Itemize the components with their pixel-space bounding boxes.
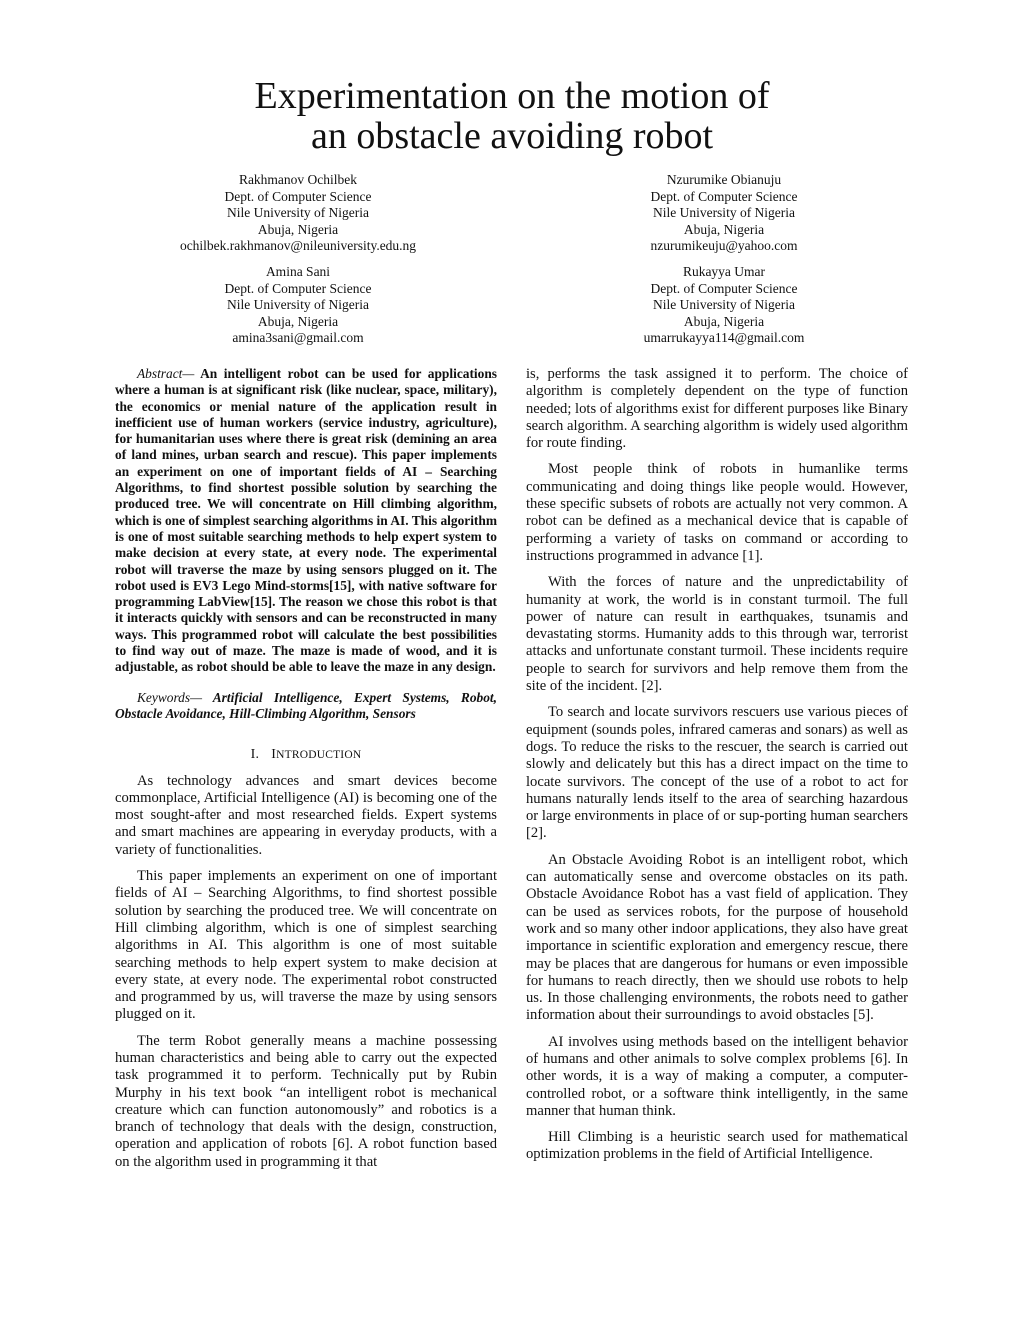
author-name: Rukayya Umar bbox=[682, 264, 766, 279]
keywords-text: Artificial Intelligence, Expert Systems, Robot, Obstacle Avoidance, Hill-Climbing Algorithm, Sensors bbox=[115, 689, 497, 721]
author-name: Nzurumike Obianuju bbox=[666, 172, 782, 187]
title-line-2: an obstacle avoiding robot bbox=[310, 115, 714, 157]
abstract-label: Abstract— bbox=[137, 366, 195, 381]
right-column bbox=[526, 366, 908, 1173]
author-city: Abuja, Nigeria bbox=[683, 313, 765, 329]
author-block-4 bbox=[574, 264, 874, 347]
author-block-3 bbox=[148, 264, 448, 347]
section-number: I. bbox=[250, 747, 260, 763]
body-paragraph-continued: is, performs the task assigned it to perform. The choice of algorithm is completely dependent on the type of function needed; lots of algorithms exist for different purposes like Binary search algorithm. A searching algorithm is widely used algorithm for route finding. bbox=[526, 366, 908, 452]
author-email: ochilbek.rakhmanov@nileuniversity.edu.ng bbox=[179, 238, 417, 253]
section-heading-introduction bbox=[115, 746, 497, 764]
author-dept: Dept. of Computer Science bbox=[224, 188, 372, 204]
author-city: Abuja, Nigeria bbox=[683, 221, 765, 237]
author-email: nzurumikeuju@yahoo.com bbox=[650, 238, 798, 253]
author-univ: Nile University of Nigeria bbox=[226, 297, 370, 312]
left-column bbox=[115, 366, 497, 1180]
title-line-1: Experimentation on the motion of bbox=[254, 75, 770, 117]
abstract-text: An intelligent robot can be used for applications where a human is at significant risk (like nuclear, space, military), the economics or menial nature of the application result in inefficient use of human workers (service industry, agriculture), for humanitarian uses where there is great risk (demining an area of land mines, urban search and rescue). This paper implements an experiment on one of important fields of AI – Searching Algorithms, to find shortest possible solution by searching the produced tree. We will concentrate on Hill climbing algorithm, which is one of simplest searching algorithms in AI. This algorithm is one of most suitable searching methods to help expert system to make decision at every state, at every node. The experimental robot will traverse the maze by using sensors plugged on it. The robot used is EV3 Lego Mind-storms[15], with native software for programming LabView[15]. The reason we chose this robot is that it interacts quickly with sensors and can be reconstructed in many ways. This programmed robot will calculate the best possibilities to find way out of maze. The maze is made of wood, and it is adjustable, as robot should be able to leave the maze in any design. bbox=[115, 366, 497, 675]
body-paragraph: This paper implements an experiment on one of important fields of AI – Searching Algorithms, to find shortest possible solution by searching the produced tree. We will concentrate on Hill climbing algorithm, which is one of simplest searching algorithms in AI. This algorithm is one of most suitable searching methods to help expert system to make decision at every state, at every node. The experimental robot constructed and programmed by us, will traverse the maze by using sensors plugged on it. bbox=[115, 868, 497, 1023]
body-paragraph: An Obstacle Avoiding Robot is an intelligent robot, which can automatically sense and overcome obstacles on its path. Obstacle Avoidance Robot has a vast field of application. They can be used as services robots, for the purpose of household work and so many other indoor applications, they also have great importance in scientific exploration and emergency rescue, there may be places that are dangerous for humans or even impossible for humans to reach directly, then we should use robots to help us. In those challenging environments, the robots need to gather information about their surroundings to avoid obstacles [5]. bbox=[526, 851, 908, 1024]
author-univ: Nile University of Nigeria bbox=[652, 297, 796, 312]
author-block-2 bbox=[574, 172, 874, 255]
author-dept: Dept. of Computer Science bbox=[650, 280, 798, 296]
body-paragraph: Most people think of robots in humanlike terms communicating and doing things like people would. However, these specific subsets of robots are actually not very common. A robot can be defined as a mechanical device that is capable of performing a variety of tasks on command or according to instructions programmed in advance [1]. bbox=[526, 461, 908, 564]
author-univ: Nile University of Nigeria bbox=[652, 205, 796, 220]
author-email: umarrukayya114@gmail.com bbox=[643, 330, 805, 345]
author-block-1 bbox=[148, 172, 448, 255]
body-paragraph: AI involves using methods based on the intelligent behavior of humans and other animals to solve complex problems [6]. In other words, it is a way of making a computer, a computer-controlled robot, or a software think intelligently, in the same manner that human think. bbox=[526, 1033, 908, 1119]
author-name: Amina Sani bbox=[265, 264, 331, 279]
author-city: Abuja, Nigeria bbox=[257, 221, 339, 237]
section-initial: I bbox=[271, 747, 277, 763]
body-paragraph: With the forces of nature and the unpredictability of humanity at work, the world is in constant turmoil. The full power of nature can result in earthquakes, tsunamis and devastating storms. Humanity adds to this through war, terrorist attacks and unfortunate constant turmoil. These incidents require people to search for survivors and help remove them from the site of the incident. [2]. bbox=[526, 574, 908, 695]
body-paragraph: Hill Climbing is a heuristic search used for mathematical optimization problems in the field of Artificial Intelligence. bbox=[526, 1129, 908, 1163]
author-name: Rakhmanov Ochilbek bbox=[238, 172, 358, 187]
body-paragraph: As technology advances and smart devices become commonplace, Artificial Intelligence (AI) is becoming one of the most sought-after and most researched fields. Expert systems and smart machines are appearing in everyday products, with a variety of functionalities. bbox=[115, 772, 497, 858]
author-univ: Nile University of Nigeria bbox=[226, 205, 370, 220]
keywords bbox=[115, 690, 497, 723]
section-title-rest: NTRODUCTION bbox=[276, 749, 362, 762]
author-dept: Dept. of Computer Science bbox=[224, 280, 372, 296]
author-city: Abuja, Nigeria bbox=[257, 313, 339, 329]
abstract bbox=[115, 366, 497, 676]
author-dept: Dept. of Computer Science bbox=[650, 188, 798, 204]
body-paragraph: To search and locate survivors rescuers use various pieces of equipment (sounds poles, infrared cameras and sonars) as well as dogs. To reduce the risks to the rescuer, the search is carried out slowly and delicately but this has a direct impact on the time to locate survivors. The concept of the use of a robot to act for humans naturally lends itself to the area of searching hazardous or large environments in place of or sup-porting human searchers [2]. bbox=[526, 704, 908, 842]
author-email: amina3sani@gmail.com bbox=[232, 330, 364, 345]
body-paragraph: The term Robot generally means a machine possessing human characteristics and being able to carry out the expected task programmed it to perform. Technically put by Rubin Murphy in his text book “an intelligent robot is mechanical creature which can function autonomously” and robotics is a branch of technology that deals with the design, construction, operation and application of robots [6]. A robot function based on the algorithm used in programming it that bbox=[115, 1032, 497, 1170]
keywords-label: Keywords— bbox=[137, 689, 202, 705]
paper-title bbox=[0, 76, 1024, 156]
